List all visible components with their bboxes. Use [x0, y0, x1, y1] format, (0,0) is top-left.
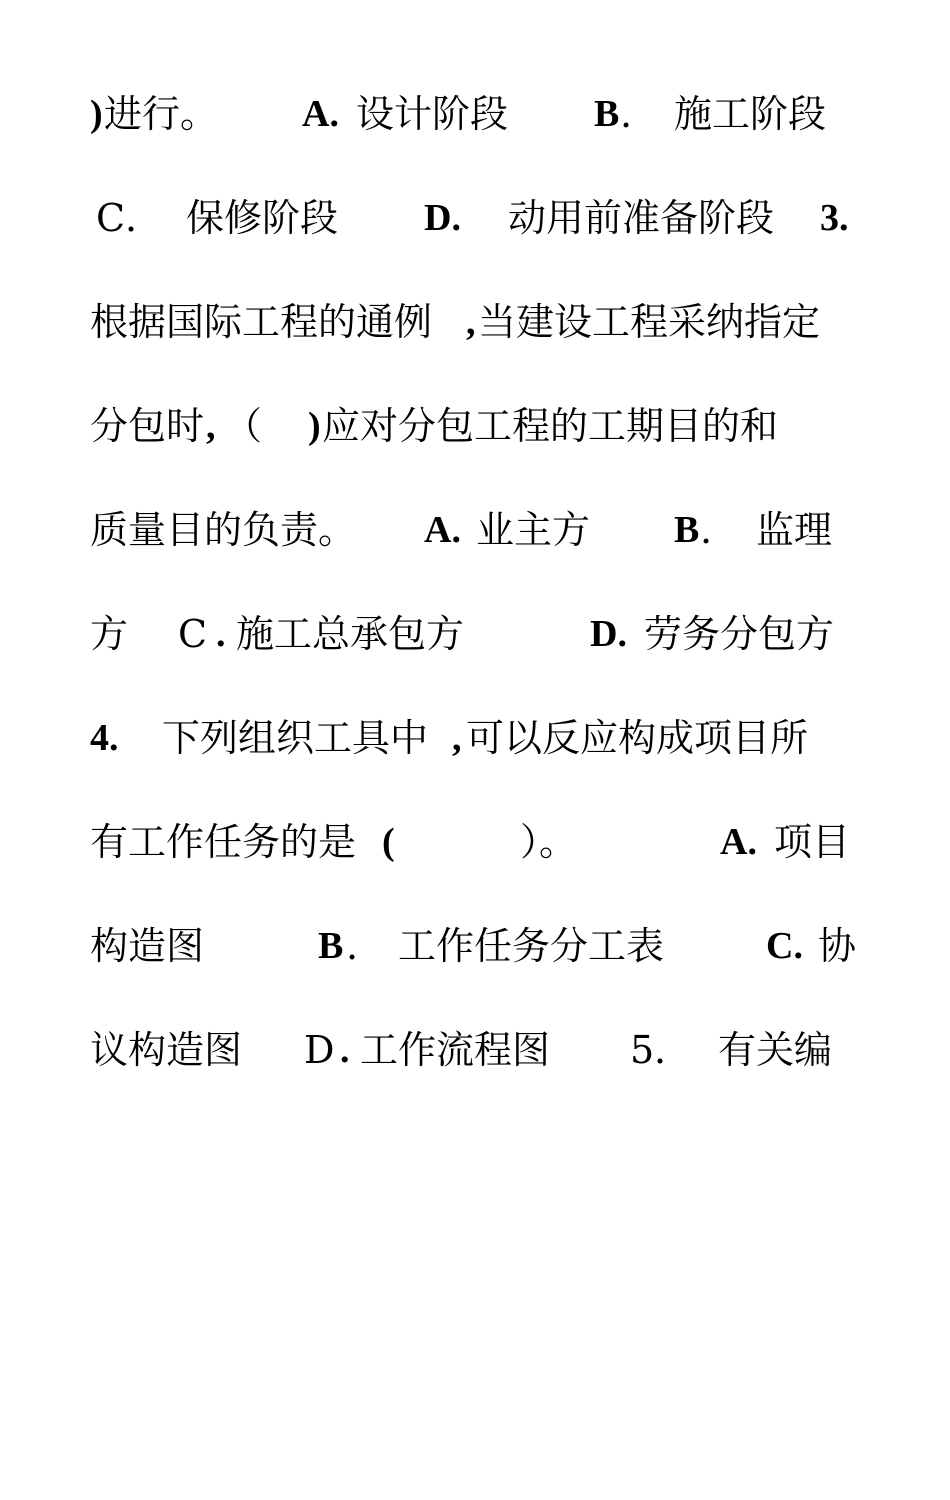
text-segment: ,: [206, 405, 216, 447]
option-label: D.: [590, 613, 627, 655]
option-label: C: [178, 612, 208, 656]
text-segment: 构造图: [90, 924, 205, 968]
text-line-6: [90, 604, 870, 664]
text-segment: 可以反应构成项目所: [466, 716, 809, 760]
text-segment: ): [308, 405, 321, 447]
text-line-3: [90, 292, 870, 352]
text-segment: 项目: [774, 820, 851, 864]
text-segment: 协: [818, 924, 857, 968]
text-segment: 有工作任务的是: [90, 820, 357, 864]
text-segment: 根据国际工程的通例: [90, 300, 433, 344]
text-line-7: [90, 708, 870, 768]
text-segment: 质量目的负责。: [90, 508, 357, 552]
text-line-10: [90, 1020, 870, 1080]
text-segment: 方: [90, 612, 129, 656]
text-segment: 分包时: [90, 404, 205, 448]
option-label: C.: [766, 925, 803, 967]
text-segment: 劳务分包方: [644, 612, 835, 656]
text-segment: ,: [466, 301, 476, 343]
option-label: D.: [424, 197, 461, 239]
text-segment: 设计阶段: [356, 92, 509, 136]
text-segment: 当建设工程采纳指定: [478, 300, 821, 344]
text-segment: 动用前准备阶段: [508, 196, 775, 240]
text-segment: .: [346, 924, 359, 968]
question-number: 3.: [820, 197, 849, 239]
option-label: D: [304, 1028, 335, 1072]
text-segment: 工作任务分工表: [398, 924, 665, 968]
text-line-5: [90, 500, 870, 560]
option-label: B: [594, 93, 620, 135]
text-segment: 议构造图: [90, 1028, 243, 1072]
text-line-1: [90, 84, 870, 144]
question-number: 4.: [90, 717, 119, 759]
text-segment: 下列组织工具中: [162, 716, 429, 760]
answer-blank-open: (: [382, 821, 395, 863]
text-segment: ,: [452, 717, 462, 759]
option-label: A.: [720, 821, 757, 863]
text-segment: ): [90, 93, 103, 135]
text-line-4: [90, 396, 870, 456]
text-segment: （: [224, 404, 263, 448]
text-line-8: [90, 812, 870, 872]
text-segment: .: [700, 508, 713, 552]
text-segment: 施工总承包方: [236, 612, 465, 656]
option-label: A.: [424, 509, 461, 551]
text-segment: 施工阶段: [674, 92, 827, 136]
text-segment: 监理: [756, 508, 833, 552]
text-segment: .: [620, 92, 633, 136]
option-label: C．: [96, 196, 164, 240]
option-label: A.: [302, 93, 339, 135]
text-segment: 有关编: [718, 1028, 833, 1072]
text-line-2: [90, 188, 870, 248]
question-number: 5．: [630, 1028, 693, 1072]
text-segment: .: [340, 1029, 350, 1071]
text-line-9: [90, 916, 870, 976]
option-label: B: [318, 925, 344, 967]
text-segment: .: [216, 613, 226, 655]
text-segment: ）。: [520, 820, 578, 864]
text-segment: 业主方: [476, 508, 591, 552]
text-segment: 应对分包工程的工期目的和: [322, 404, 779, 448]
text-segment: 进行。: [104, 92, 219, 136]
text-segment: 工作流程图: [360, 1028, 551, 1072]
option-label: B: [674, 509, 700, 551]
text-segment: 保修阶段: [186, 196, 339, 240]
